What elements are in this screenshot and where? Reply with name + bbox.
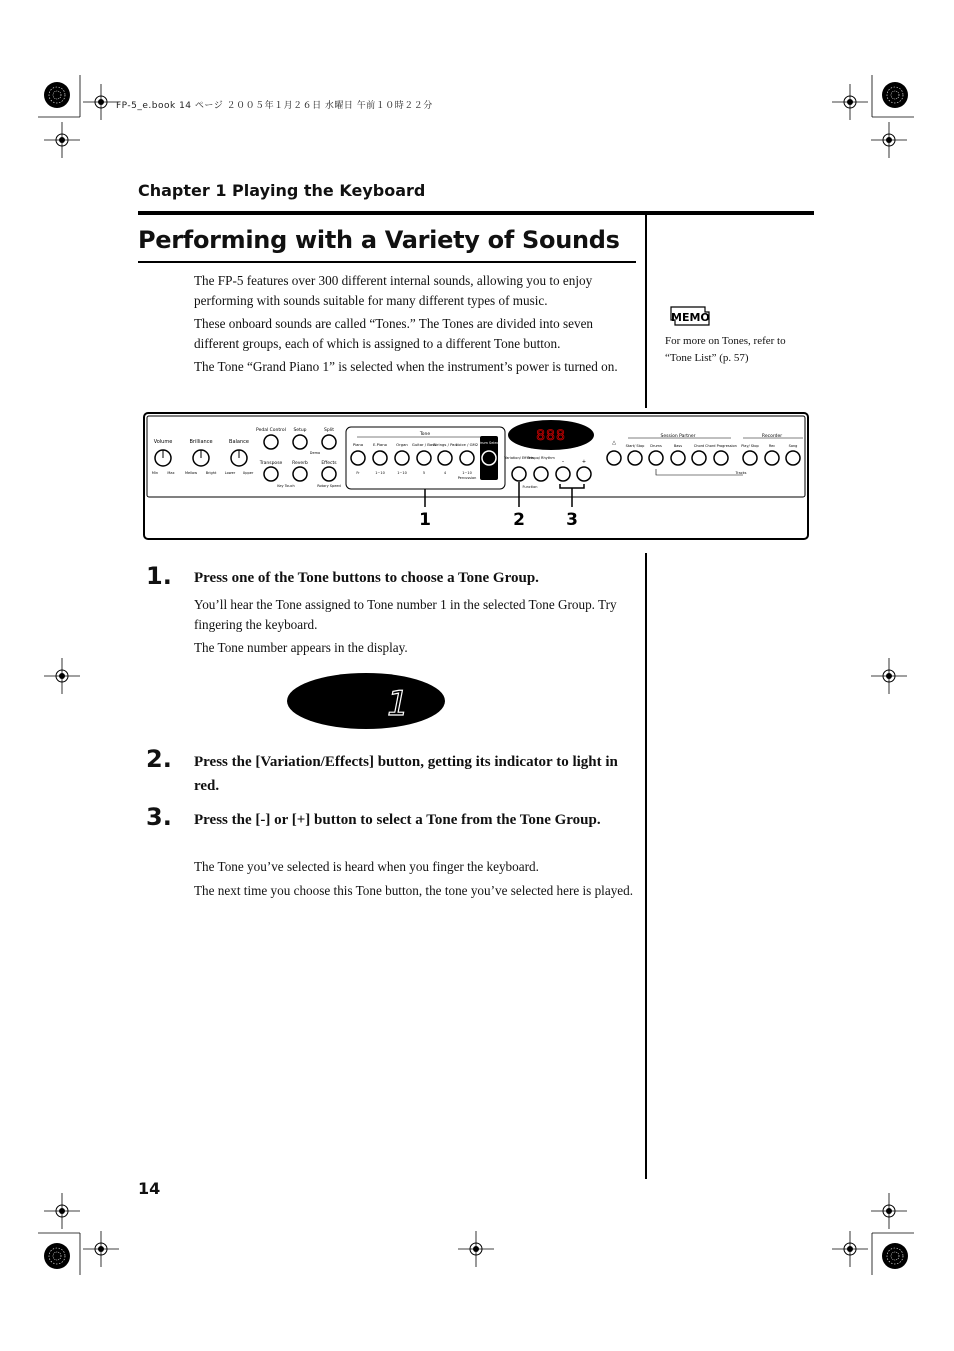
- step-1-note-1: You’ll hear the Tone assigned to Tone number 1 in the selected Tone Group. Try fingering the keyboard.: [194, 597, 617, 632]
- column-divider-top: [645, 215, 647, 408]
- step-2-instruction: Press the [Variation/Effects] button, getting its indicator to light in red.: [194, 754, 618, 794]
- step-2-number: 2.: [146, 745, 172, 773]
- tone-label-guitar-bass: Guitar / Bass: [411, 442, 437, 447]
- knob-label-brilliance: Brilliance: [189, 439, 213, 445]
- knob-max-brilliance: Bright: [205, 471, 217, 475]
- tone-label-piano: Piano: [352, 442, 364, 447]
- intro-paragraph-2: These onboard sounds are called “Tones.” The Tones are divided into seven different groups, each of which is assigned to a different Tone button.: [194, 316, 594, 351]
- title-underline: [138, 261, 636, 263]
- tone-label-epiano: E.Piano: [373, 442, 387, 447]
- label-transpose: Transpose: [259, 461, 283, 466]
- tone-sub-voice-gm2: 1~10: [462, 471, 472, 475]
- step-3-instruction: Press the [-] or [+] button to select a Tone from the Tone Group.: [194, 812, 601, 828]
- page-number: 14: [138, 1179, 161, 1198]
- label-effects: Effects: [321, 461, 337, 466]
- knob-max-volume: Max: [167, 471, 175, 475]
- label-rec: Rec: [768, 444, 776, 448]
- step-3-number: 3.: [146, 803, 172, 831]
- step-3-note-1: The Tone you’ve selected is heard when you finger the keyboard.: [194, 859, 539, 874]
- display-tone-value: 1: [387, 684, 409, 724]
- knob-label-volume: Volume: [153, 439, 173, 445]
- label-tone-group: Tone: [419, 432, 431, 437]
- label-bass: Bass: [673, 444, 683, 448]
- tone-label-strings-pad: Strings / Pad: [433, 442, 457, 447]
- label-setup: Setup: [293, 428, 307, 433]
- label-variation-effects: Variation/ Effects: [504, 456, 534, 460]
- callout-2: 2: [513, 510, 525, 530]
- label-minus: –: [561, 459, 565, 465]
- label-tracks: Tracks: [735, 471, 747, 475]
- label-demo: Demo: [309, 451, 321, 455]
- tone-sub-piano: Fr: [356, 471, 360, 475]
- tone-label-voice-gm2: Voice / GM2: [455, 442, 479, 447]
- label-start-stop: Start/ Stop: [625, 444, 645, 448]
- callout-3: 3: [566, 510, 578, 530]
- label-reverb: Reverb: [292, 461, 308, 466]
- knob-min-balance: Lower: [224, 471, 236, 475]
- tone-sub-percussion: Percussion: [457, 476, 477, 480]
- knob-max-balance: Upper: [242, 471, 254, 475]
- tone-label-organ: Organ: [396, 442, 408, 447]
- label-key-touch: Key Touch: [277, 484, 295, 488]
- label-recorder: Recorder: [761, 434, 783, 439]
- label-tempo-rhythm: Tempo/ Rhythm: [527, 456, 555, 460]
- label-chord-progression: Chord Progression: [705, 444, 737, 448]
- label-rotary-speed: Rotary Speed: [317, 484, 341, 488]
- knob-label-balance: Balance: [229, 439, 249, 445]
- column-divider-bottom: [645, 553, 647, 1179]
- instrument-panel-diagram: [143, 412, 809, 540]
- memo-icon: [667, 303, 717, 334]
- intro-paragraph-3: The Tone “Grand Piano 1” is selected when the instrument’s power is turned on.: [194, 359, 618, 374]
- tone-sub-organ: 1~10: [397, 471, 407, 475]
- knob-min-volume: Min: [151, 471, 159, 475]
- label-play-stop: Play/ Stop: [741, 444, 759, 448]
- step-1-number: 1.: [146, 562, 172, 590]
- tone-sub-strings-pad: 4: [443, 471, 447, 475]
- label-song: Song: [788, 444, 798, 448]
- step-3-note-2: The next time you choose this Tone button, the tone you’ve selected here is played.: [194, 883, 634, 898]
- section-title: Performing with a Variety of Sounds: [138, 226, 620, 254]
- label-chord: Chord: [693, 444, 705, 448]
- knob-min-brilliance: Mellow: [184, 471, 198, 475]
- label-pedal-control: Pedal Control: [256, 428, 286, 433]
- file-header-line: FP-5_e.book 14 ページ ２００５年１月２６日 水曜日 午前１０時２２分: [116, 101, 433, 111]
- memo-label: MEMO: [671, 311, 710, 324]
- tone-label-drum: Drum Select: [478, 441, 500, 445]
- label-drums: Drums: [650, 444, 662, 448]
- intro-paragraph-1: The FP-5 features over 300 different internal sounds, allowing you to enjoy performing with sounds suitable for many different types of music.: [194, 273, 593, 308]
- top-rule: [138, 211, 814, 215]
- label-function: Function: [522, 485, 538, 489]
- metronome-icon: △: [612, 440, 616, 446]
- label-session-partner: Session Partner: [660, 434, 696, 439]
- tone-sub-epiano: 1~10: [375, 471, 385, 475]
- step-1-instruction: Press one of the Tone buttons to choose a Tone Group.: [194, 570, 539, 586]
- tone-number-display: [286, 672, 446, 730]
- callout-1: 1: [419, 510, 431, 530]
- tone-sub-guitar-bass: 5: [422, 471, 426, 475]
- chapter-title: Chapter 1 Playing the Keyboard: [138, 181, 426, 200]
- label-split: Split: [324, 428, 334, 433]
- led-display-value: 888: [536, 428, 566, 444]
- step-1-note-2: The Tone number appears in the display.: [194, 640, 408, 655]
- label-plus: +: [581, 459, 587, 465]
- memo-text: For more on Tones, refer to “Tone List” (p. 57): [665, 335, 786, 364]
